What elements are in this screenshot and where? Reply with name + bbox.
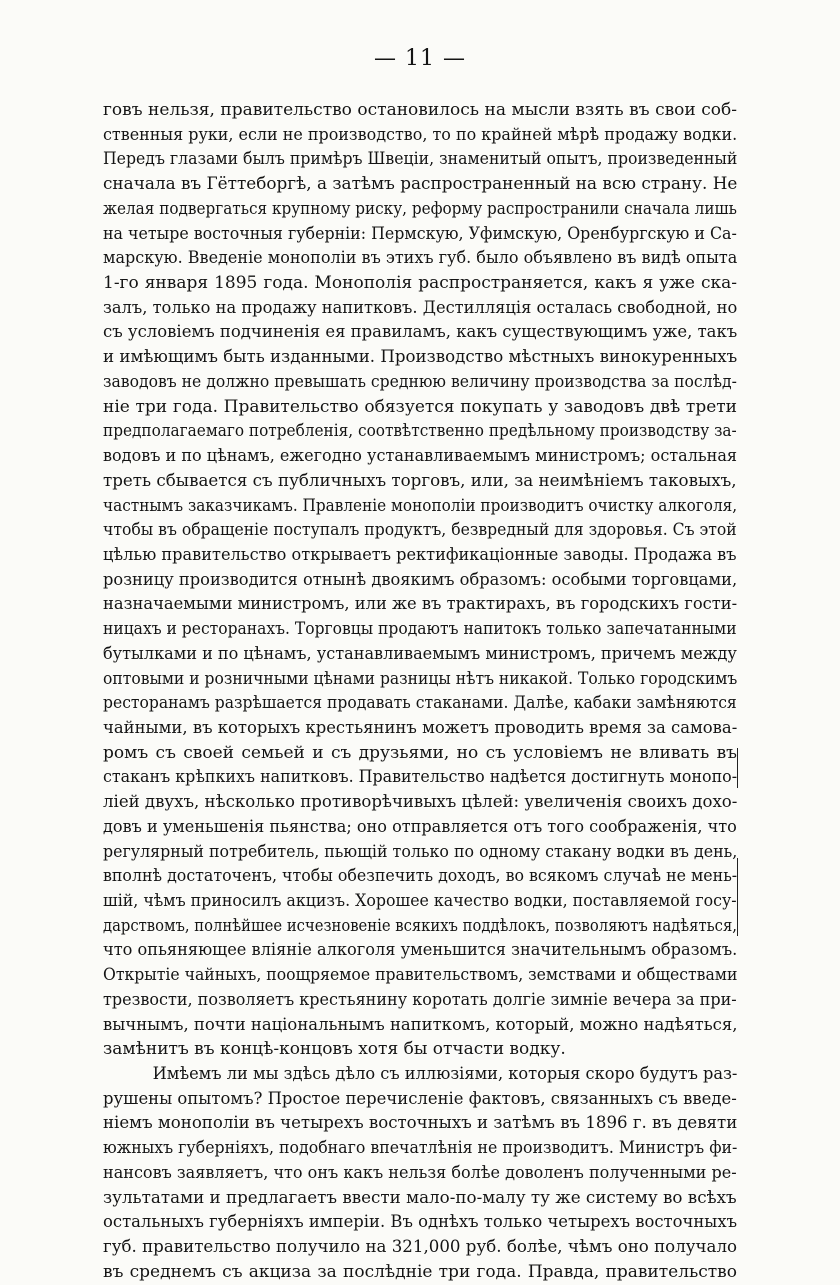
text-line: съ условіемъ подчиненія ея правиламъ, какъ существующимъ уже, такъ — [103, 322, 737, 343]
text-line: оптовыми и розничными цѣнами разницы нѣтъ никакой. Только городскимъ — [103, 668, 738, 689]
text-line: стаканъ крѣпкихъ напитковъ. Правительство надѣется достигнуть монопо- — [103, 767, 737, 788]
text-line: что опьяняющее вліяніе алкоголя уменьшится значительнымъ образомъ. — [103, 940, 738, 961]
text-line: и имѣющимъ быть изданными. Производство мѣстныхъ винокуренныхъ — [103, 347, 738, 368]
text-line: цѣлью правительство открываетъ ректификаціонные заводы. Продажа въ — [103, 544, 737, 565]
text-line: Передъ глазами былъ примѣръ Швеціи, знаменитый опытъ, произведенный — [103, 149, 738, 170]
text-line: розницу производится отнынѣ двоякимъ образомъ: особыми торговцами, — [103, 569, 738, 590]
text-line: ресторанамъ разрѣшается продавать стаканами. Далѣе, кабаки замѣняются — [103, 693, 737, 714]
text-line: ліей двухъ, нѣсколько противорѣчивыхъ цѣлей: увеличенія своихъ дохо- — [103, 792, 738, 813]
text-line: говъ нельзя, правительство остановилось на мысли взять въ свои соб- — [103, 100, 737, 120]
text-line: Имѣемъ ли мы здѣсь дѣло съ иллюзіями, которыя скоро будутъ раз- — [152, 1064, 738, 1085]
text-line: рушены опытомъ? Простое перечисленіе фактовъ, связанныхъ съ введе- — [103, 1088, 737, 1109]
text-line: Открытіе чайныхъ, поощряемое правительствомъ, земствами и обществами — [103, 965, 738, 986]
paragraph-1 — [103, 98, 737, 1062]
text-line: ромъ съ своей семьей и съ друзьями, но съ условіемъ не вливать въ — [103, 742, 737, 763]
text-line: частнымъ заказчикамъ. Правленіе монополіи производитъ очистку алкоголя, — [103, 495, 737, 516]
text-line: дарствомъ, полнѣйшее исчезновеніе всякихъ поддѣлокъ, позволяютъ надѣяться, — [103, 915, 737, 936]
text-line: вполнѣ достаточенъ, чтобы обезпечить доходъ, во всякомъ случаѣ не мень- — [103, 866, 737, 887]
text-line: чайными, въ которыхъ крестьянинъ можетъ проводить время за самова- — [103, 717, 738, 738]
text-line: желая подвергаться крупному риску, реформу распространили сначала лишь — [103, 198, 737, 219]
text-line: предполагаемаго потребленія, соотвѣтственно предѣльному производству за- — [103, 421, 737, 442]
text-line: вычнымъ, почти національнымъ напиткомъ, который, можно надѣяться, — [103, 1014, 738, 1035]
body-text — [103, 98, 737, 1285]
text-line: на четыре восточныя губерніи: Пермскую, Уфимскую, Оренбургскую и Са- — [103, 223, 737, 244]
margin-bracket-mark — [737, 748, 738, 788]
text-line: южныхъ губерніяхъ, подобнаго впечатлѣнія не производитъ. Министръ фи- — [103, 1138, 737, 1159]
text-line: сначала въ Гёттеборгѣ, а затѣмъ распространенный на всю страну. Не — [103, 174, 737, 195]
text-line: залъ, только на продажу напитковъ. Дестилляція осталась свободной, но — [103, 297, 738, 318]
text-line: марскую. Введеніе монополіи въ этихъ губ. было объявлено въ видѣ опыта — [103, 248, 738, 269]
margin-bracket-mark — [737, 858, 738, 936]
text-line: ницахъ и ресторанахъ. Торговцы продаютъ напитокъ только запечатанными — [103, 619, 737, 640]
text-line: заводовъ не должно превышать среднюю величину производства за послѣд- — [103, 371, 737, 392]
text-line: довъ и уменьшенія пьянства; оно отправляется отъ того соображенія, что — [103, 816, 737, 837]
text-line: трезвости, позволяетъ крестьянину коротать долгіе зимніе вечера за при- — [103, 989, 737, 1010]
text-line: бутылками и по цѣнамъ, устанавливаемымъ министромъ, причемъ между — [103, 643, 737, 664]
text-line: треть сбывается съ публичныхъ торговъ, или, за неимѣніемъ таковыхъ, — [103, 470, 737, 491]
text-line: водовъ и по цѣнамъ, ежегодно устанавливаемымъ министромъ; остальная — [103, 446, 738, 467]
text-line: остальныхъ губерніяхъ имперіи. Въ однѣхъ только четырехъ восточныхъ — [103, 1212, 738, 1233]
text-line: губ. правительство получило на 321,000 руб. болѣе, чѣмъ оно получало — [103, 1237, 738, 1258]
text-line: ственныя руки, если не производство, то по крайней мѣрѣ продажу водки. — [103, 124, 738, 145]
text-line: ніе три года. Правительство обязуется покупать у заводовъ двѣ трети — [103, 396, 737, 417]
text-line: въ среднемъ съ акциза за послѣдніе три года. Правда, правительство — [103, 1261, 737, 1282]
text-line: чтобы въ обращеніе поступалъ продуктъ, безвредный для здоровья. Съ этой — [103, 520, 737, 541]
text-line: регулярный потребитель, пьющій только по одному стакану водки въ день, — [103, 841, 738, 862]
text-line: шій, чѣмъ приносилъ акцизъ. Хорошее качество водки, поставляемой госу- — [103, 891, 737, 911]
text-line: замѣнитъ въ концѣ-концовъ хотя бы отчасти водку. — [103, 1039, 566, 1060]
text-line: назначаемыми министромъ, или же въ трактирахъ, въ городскихъ гости- — [103, 594, 738, 615]
text-line: нансовъ заявляетъ, что онъ какъ нельзя болѣе доволенъ полученными ре- — [103, 1162, 737, 1183]
text-line: ніемъ монополіи въ четырехъ восточныхъ и затѣмъ въ 1896 г. въ девяти — [103, 1113, 738, 1134]
paragraph-2 — [103, 1062, 737, 1284]
text-line: зультатами и предлагаетъ ввести мало-по-малу ту же систему во всѣхъ — [103, 1187, 737, 1208]
page-number: — 11 — — [374, 46, 466, 71]
text-line: 1-го января 1895 года. Монополія распространяется, какъ я уже ска- — [103, 273, 737, 294]
